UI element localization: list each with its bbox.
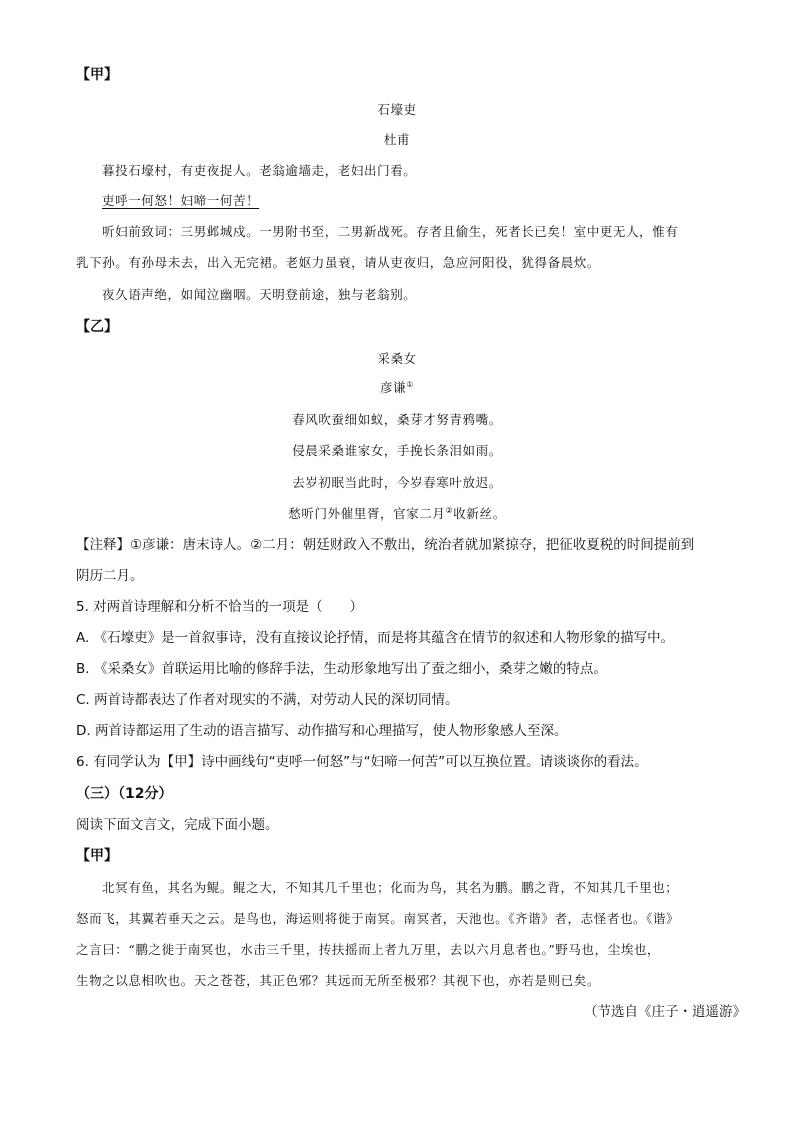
part2-line: 去岁初眠当此时，今岁春寒叶放迟。 xyxy=(292,475,502,490)
passage-line: 之言曰：“鹏之徙于南冥也，水击三千里，抟扶摇而上者九万里，去以六月息者也。”野马也，尘埃也， xyxy=(76,942,661,957)
part1-line: 暮投石壕村，有吏夜捉人。老翁逾墙走，老妇出门看。 xyxy=(102,163,417,178)
question-6: 6. 有同学认为【甲】诗中画线句“吏呼一何怒”与“妇啼一何苦”可以互换位置。请谈谈你的看法。 xyxy=(76,754,648,770)
question-5-option-c: C. 两首诗都表达了作者对现实的不满，对劳动人民的深切同情。 xyxy=(76,692,459,708)
part2-line: 春风吹蚕细如蚁，桑芽才努青鸦嘴。 xyxy=(292,412,502,427)
part1-label: 【甲】 xyxy=(76,67,118,83)
part1-line: 乳下孙。有孙母未去，出入无完裙。老妪力虽衰，请从吏夜归，急应河阳役，犹得备晨炊。 xyxy=(76,255,601,270)
question-5-stem: 5. 对两首诗理解和分析不恰当的一项是（ ） xyxy=(76,599,364,615)
part1-line: 听妇前致词：三男邺城戍。一男附书至，二男新战死。存者且偷生，死者长已矣！室中更无人，惟有 xyxy=(102,224,679,239)
part1-author: 杜甫 xyxy=(383,132,411,147)
notes-line: 阴历二月。 xyxy=(76,568,144,584)
part2-label: 【乙】 xyxy=(76,319,118,335)
section-3-heading: （三）（12分） xyxy=(76,786,173,802)
notes-line: 【注释】①彦谦：唐末诗人。②二月：朝廷财政入不敷出，统治者就加紧掠夺，把征收夏税的时间提前到 xyxy=(76,537,695,553)
part1-line: 夜久语声绝，如闻泣幽咽。天明登前途，独与老翁别。 xyxy=(102,287,417,302)
question-5-option-b: B. 《采桑女》首联运用比喻的修辞手法，生动形象地写出了蚕之细小，桑芽之嫩的特点。 xyxy=(76,661,607,677)
section-3-instruction: 阅读下面文言文，完成下面小题。 xyxy=(76,817,279,833)
footnote-mark: ① xyxy=(406,379,414,389)
part2-line: 侵晨采桑谁家女，手挽长条泪如雨。 xyxy=(292,443,502,458)
part1-underlined-line: 吏呼一何怒！妇啼一何苦！ xyxy=(102,193,260,208)
question-5-option-a: A. 《石壕吏》是一首叙事诗，没有直接议论抒情，而是将其蕴含在情节的叙述和人物形象的描写中。 xyxy=(76,630,675,646)
part1-title: 石壕吏 xyxy=(377,102,417,117)
part2-author: 彦谦① xyxy=(380,379,414,395)
passage-line: 生物之以息相吹也。天之苍苍，其正色邪？其远而无所至极邪？其视下也，亦若是则已矣。 xyxy=(76,973,601,988)
section-3-label: 【甲】 xyxy=(76,848,118,864)
passage-source: （节选自《庄子・逍遥游》 xyxy=(584,1004,746,1020)
question-5-option-d: D. 两首诗都运用了生动的语言描写、动作描写和心理描写，使人物形象感人至深。 xyxy=(76,723,568,739)
part2-title: 采桑女 xyxy=(377,351,417,366)
passage-line: 怒而飞，其翼若垂天之云。是鸟也，海运则将徙于南冥。南冥者，天池也。《齐谐》者，志怪者也。《谐》 xyxy=(76,911,680,926)
part2-line: 愁听门外催里胥，官家二月②收新丝。 xyxy=(288,505,506,521)
passage-line: 北冥有鱼，其名为鲲。鲲之大，不知其几千里也；化而为鸟，其名为鹏。鹏之背，不知其几千里也； xyxy=(102,880,679,895)
footnote-mark: ② xyxy=(445,505,454,515)
